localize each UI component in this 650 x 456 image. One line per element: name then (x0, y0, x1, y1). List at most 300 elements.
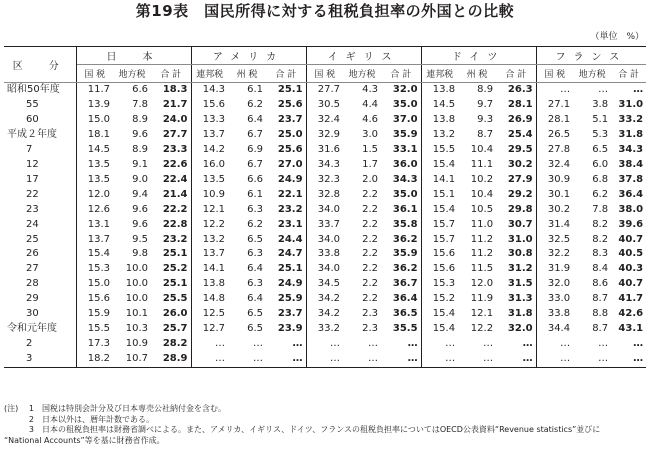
total-cell: 22.4 (151, 173, 191, 188)
value-cell: 27.1 (547, 98, 571, 110)
total-cell: 35.0 (381, 98, 421, 113)
table-title: 第19表 国民所得に対する租税負担率の外国との比較 (135, 2, 515, 20)
row-label: 23 (4, 203, 76, 218)
total-cell: 25.1 (266, 83, 306, 98)
value-cell: 32.3 (317, 173, 341, 185)
value-cell: 14.8 (202, 293, 226, 305)
value-cell: 2.2 (362, 233, 379, 245)
value-cell: … (445, 338, 456, 350)
value-cell: 13.5 (202, 173, 226, 185)
total-cell: 23.1 (266, 218, 306, 233)
value-cell: 10.0 (125, 293, 148, 305)
value-cell: 6.2 (247, 98, 264, 110)
total-cell: 26.0 (151, 307, 191, 322)
total-cell: 27.7 (151, 128, 191, 143)
column-header: 合 計 (266, 65, 306, 83)
value-cell: 15.6 (87, 293, 110, 305)
value-cell: 13.8 (432, 84, 456, 95)
value-cell: 28.1 (547, 113, 571, 125)
value-cell: 6.2 (247, 218, 264, 230)
value-cell: 6.5 (592, 143, 609, 155)
value-cell: 10.4 (470, 188, 494, 200)
row-label: 25 (4, 233, 76, 248)
total-cell: 40.7 (618, 278, 644, 290)
value-cell: … (330, 338, 341, 350)
value-cell: 10.4 (470, 143, 494, 155)
total-cell: 28.1 (496, 98, 536, 113)
total-cell: 36.2 (381, 233, 421, 248)
total-cell: 36.1 (381, 203, 421, 218)
note-text: 国税は特別会計分及び日本専売公社納付金を含む。 (42, 404, 226, 413)
column-header: 国 税 (306, 65, 343, 83)
value-cell: 11.2 (470, 248, 494, 260)
total-cell: 35.9 (381, 128, 421, 143)
total-cell: 26.9 (496, 113, 536, 128)
value-cell: … (560, 338, 571, 350)
note-text: 日本の租税負担率は財務省調べによる。また、アメリカ、イギリス、ドイツ、フランスの租税負担率についてはOECD公表資料“Revenue statistics”並びに (42, 425, 601, 434)
value-cell: 14.1 (432, 173, 456, 185)
value-cell: 10.3 (125, 323, 148, 335)
total-cell: 23.2 (151, 233, 191, 248)
value-cell: 31.6 (317, 143, 341, 155)
value-cell: 8.2 (592, 218, 609, 230)
total-cell: 35.9 (381, 247, 421, 262)
total-cell: 40.5 (618, 248, 644, 260)
value-cell: 5.3 (592, 128, 609, 140)
value-cell: 18.1 (87, 128, 110, 140)
value-cell: 12.2 (202, 218, 226, 230)
table-body (4, 83, 646, 368)
table-row (4, 277, 646, 292)
value-cell: 12.0 (87, 188, 110, 200)
value-cell: 32.2 (547, 248, 571, 260)
total-cell: 21.4 (151, 188, 191, 203)
value-cell: 9.5 (132, 233, 148, 245)
value-cell: 34.4 (547, 323, 571, 335)
value-cell: … (573, 352, 611, 367)
value-cell: 6.1 (247, 84, 264, 95)
notes-mark: (注) (4, 404, 19, 413)
row-label: 26 (4, 247, 76, 262)
value-cell: 15.4 (432, 308, 456, 320)
value-cell: 9.8 (132, 248, 148, 260)
value-cell: … (598, 84, 609, 95)
total-cell: 31.0 (496, 233, 536, 248)
value-cell: 14.5 (432, 98, 456, 110)
value-cell: 15.4 (432, 203, 456, 215)
value-cell: 18.2 (76, 352, 113, 367)
note-number: 1 (28, 404, 34, 413)
value-cell: 13.5 (87, 173, 110, 185)
country-header: ドイツ (421, 47, 536, 65)
total-cell: 31.5 (496, 277, 536, 292)
total-cell: 38.4 (618, 158, 644, 170)
total-cell: 40.3 (618, 263, 644, 275)
value-cell: 8.9 (477, 84, 494, 95)
country-header: フランス (536, 47, 646, 65)
country-header: アメリカ (191, 47, 306, 65)
value-cell: 6.8 (592, 173, 609, 185)
note-number: 2 (28, 414, 34, 424)
value-cell: 13.2 (202, 233, 226, 245)
total-cell: 32.0 (496, 322, 536, 337)
value-cell: 2.0 (362, 173, 379, 185)
value-cell: 13.9 (87, 98, 110, 110)
total-cell: 18.3 (151, 83, 191, 98)
total-cell: 22.8 (151, 218, 191, 233)
total-cell: 36.4 (381, 292, 421, 307)
value-cell: 2.2 (362, 293, 379, 305)
value-cell: 6.6 (247, 173, 264, 185)
value-cell: 15.4 (87, 248, 110, 260)
value-cell: 6.5 (247, 323, 264, 335)
table-row (4, 158, 646, 173)
value-cell: 6.4 (247, 293, 264, 305)
total-cell: 29.8 (496, 203, 536, 218)
value-cell: 13.7 (202, 248, 226, 260)
value-cell: 4.4 (362, 98, 379, 110)
value-cell: 26.5 (547, 128, 571, 140)
total-cell: 28.9 (151, 352, 191, 367)
row-label: 30 (4, 307, 76, 322)
value-cell: 17.3 (87, 338, 110, 350)
value-cell: … (483, 338, 494, 350)
total-cell: 40.7 (618, 233, 644, 245)
table-row (4, 322, 646, 337)
total-cell: 24.4 (266, 233, 306, 248)
value-cell: 31.9 (547, 263, 571, 275)
note-line (4, 404, 648, 415)
value-cell: 10.9 (202, 188, 226, 200)
total-cell: 24.0 (151, 113, 191, 128)
row-label: 12 (4, 158, 76, 173)
total-cell: 33.2 (618, 113, 644, 125)
total-cell: 25.6 (266, 143, 306, 158)
tax-burden-table (4, 46, 646, 368)
total-cell: 37.0 (381, 113, 421, 128)
table-row (4, 188, 646, 203)
row-label: 22 (4, 188, 76, 203)
value-cell: 10.2 (470, 173, 494, 185)
table-row (4, 307, 646, 322)
column-header: 連邦税 (421, 65, 458, 83)
column-header: 合 計 (151, 65, 191, 83)
value-cell: … (253, 338, 264, 350)
total-cell: 34.3 (381, 173, 421, 188)
total-cell: 25.7 (151, 322, 191, 337)
total-cell: 42.6 (618, 308, 644, 320)
value-cell: 12.6 (87, 203, 110, 215)
total-cell: 27.9 (496, 173, 536, 188)
table-row (4, 337, 646, 352)
value-cell: … (458, 352, 496, 367)
value-cell: 6.6 (132, 84, 148, 95)
total-cell: 24.7 (266, 247, 306, 262)
total-cell: 34.3 (618, 143, 644, 155)
value-cell: 9.7 (477, 98, 494, 110)
total-cell: 39.6 (618, 218, 644, 230)
note-line (4, 415, 648, 426)
table-row (4, 143, 646, 158)
total-cell: 25.1 (266, 262, 306, 277)
row-label: 27 (4, 262, 76, 277)
total-cell: 22.6 (151, 158, 191, 173)
value-cell: 32.5 (547, 233, 571, 245)
value-cell: … (560, 84, 571, 95)
table-row (4, 218, 646, 233)
value-cell: 30.2 (547, 203, 571, 215)
total-cell: 29.2 (496, 188, 536, 203)
value-cell: 34.0 (317, 203, 341, 215)
table-row (4, 113, 646, 128)
value-cell: 10.5 (470, 203, 494, 215)
row-label: 55 (4, 98, 76, 113)
total-cell: 25.9 (266, 292, 306, 307)
row-label: 29 (4, 292, 76, 307)
column-header: 国 税 (536, 65, 573, 83)
value-cell: 9.6 (132, 218, 148, 230)
value-cell: 10.0 (125, 263, 148, 275)
column-header: 連邦税 (191, 65, 228, 83)
value-cell: 6.0 (592, 158, 609, 170)
total-cell: … (266, 352, 306, 367)
note-line (4, 425, 648, 436)
value-cell: 15.7 (432, 218, 456, 230)
total-cell: … (381, 337, 421, 352)
total-cell: 30.2 (496, 158, 536, 173)
value-cell: … (598, 338, 609, 350)
row-label: 3 (4, 352, 76, 367)
value-cell: 12.2 (470, 323, 494, 335)
value-cell: 15.6 (432, 263, 456, 275)
total-cell: 30.7 (496, 218, 536, 233)
stub-header: 区 分 (4, 47, 76, 83)
row-label: 平成２年度 (4, 128, 76, 143)
total-cell: 41.7 (618, 293, 644, 305)
table-row (4, 262, 646, 277)
table-row (4, 98, 646, 113)
total-cell: … (381, 352, 421, 367)
value-cell: 6.5 (247, 233, 264, 245)
value-cell: 34.2 (317, 293, 341, 305)
value-cell: 10.1 (125, 308, 148, 320)
table-row (4, 292, 646, 307)
value-cell: 7.8 (592, 203, 609, 215)
value-cell: 11.5 (470, 263, 494, 275)
value-cell: 33.7 (317, 218, 341, 230)
subheader-row (4, 65, 646, 83)
total-cell: 29.5 (496, 143, 536, 158)
table-row (4, 247, 646, 262)
value-cell: 11.1 (470, 158, 494, 170)
value-cell: 15.4 (432, 158, 456, 170)
value-cell: 15.5 (432, 143, 456, 155)
value-cell: 6.1 (247, 188, 264, 200)
total-cell: 35.8 (381, 218, 421, 233)
value-cell: 6.7 (247, 128, 264, 140)
total-cell: … (633, 84, 644, 95)
value-cell: 15.9 (87, 308, 110, 320)
value-cell: 13.8 (432, 113, 456, 125)
value-cell: 33.8 (547, 308, 571, 320)
value-cell: 2.2 (362, 218, 379, 230)
value-cell: 10.9 (125, 338, 148, 350)
column-header: 州 税 (228, 65, 266, 83)
value-cell: 31.4 (547, 218, 571, 230)
value-cell: 2.3 (362, 308, 379, 320)
total-cell: 23.9 (266, 322, 306, 337)
value-cell: 12.1 (470, 308, 494, 320)
value-cell: 33.2 (317, 323, 341, 335)
value-cell: 6.4 (247, 113, 264, 125)
value-cell: 9.3 (477, 113, 494, 125)
total-cell: 23.2 (266, 203, 306, 218)
value-cell: 30.9 (547, 173, 571, 185)
total-cell: 35.5 (381, 322, 421, 337)
total-cell: 25.6 (266, 98, 306, 113)
value-cell: 32.0 (547, 278, 571, 290)
value-cell: 13.8 (202, 278, 226, 290)
row-label: 60 (4, 113, 76, 128)
total-cell: 23.7 (266, 113, 306, 128)
value-cell: 13.5 (87, 158, 110, 170)
total-cell: 25.4 (496, 128, 536, 143)
total-cell: 31.0 (618, 98, 644, 110)
value-cell: 8.7 (592, 323, 609, 335)
value-cell: 27.8 (547, 143, 571, 155)
value-cell: 6.5 (247, 308, 264, 320)
row-label: 昭和50年度 (4, 83, 76, 98)
value-cell: 15.5 (87, 323, 110, 335)
value-cell: 3.0 (362, 128, 379, 140)
value-cell: 12.7 (202, 323, 226, 335)
value-cell: … (228, 352, 266, 367)
country-header: イギリス (306, 47, 421, 65)
value-cell: 4.3 (362, 84, 379, 95)
value-cell: 8.2 (592, 233, 609, 245)
value-cell: 9.6 (132, 128, 148, 140)
value-cell: 11.2 (470, 233, 494, 245)
total-cell: 33.1 (381, 143, 421, 158)
value-cell: 6.2 (592, 188, 609, 200)
value-cell: 9.4 (132, 188, 148, 200)
value-cell: 34.2 (317, 308, 341, 320)
value-cell: 6.4 (247, 263, 264, 275)
value-cell: 13.7 (87, 233, 110, 245)
value-cell: 2.2 (362, 248, 379, 260)
notes-block (4, 404, 648, 446)
value-cell: 8.4 (592, 263, 609, 275)
row-label: 令和元年度 (4, 322, 76, 337)
total-cell: … (611, 352, 646, 367)
value-cell: 11.7 (87, 84, 110, 95)
value-cell: 13.1 (87, 218, 110, 230)
note-number: 3 (28, 425, 34, 434)
value-cell: 11.0 (470, 218, 494, 230)
value-cell: 8.9 (132, 143, 148, 155)
value-cell: 3.8 (592, 98, 609, 110)
value-cell: 8.9 (132, 113, 148, 125)
row-label: 28 (4, 277, 76, 292)
value-cell: 5.1 (592, 113, 609, 125)
total-cell: 30.8 (496, 247, 536, 262)
value-cell: 33.0 (547, 293, 571, 305)
value-cell: … (536, 352, 573, 367)
value-cell: 15.0 (87, 113, 110, 125)
total-cell: 25.1 (151, 247, 191, 262)
value-cell: 15.6 (432, 248, 456, 260)
column-header: 地方税 (343, 65, 381, 83)
total-cell: 24.9 (266, 173, 306, 188)
value-cell: 2.2 (362, 188, 379, 200)
total-cell: 24.9 (266, 277, 306, 292)
table-row (4, 352, 646, 367)
value-cell: 12.5 (202, 308, 226, 320)
value-cell: … (306, 352, 343, 367)
value-cell: 2.2 (362, 203, 379, 215)
value-cell: … (343, 352, 381, 367)
value-cell: 15.7 (432, 233, 456, 245)
value-cell: 6.3 (247, 278, 264, 290)
value-cell: 9.0 (132, 173, 148, 185)
total-cell: 36.0 (381, 158, 421, 173)
table-row (4, 83, 646, 98)
value-cell: 34.0 (317, 263, 341, 275)
value-cell: 1.5 (362, 143, 379, 155)
row-label: 7 (4, 143, 76, 158)
column-header: 合 計 (381, 65, 421, 83)
value-cell: 2.3 (362, 323, 379, 335)
value-cell: … (215, 338, 226, 350)
value-cell: 8.7 (477, 128, 494, 140)
value-cell: 15.0 (87, 278, 110, 290)
value-cell: 34.3 (317, 158, 341, 170)
total-cell: 31.8 (496, 307, 536, 322)
total-cell: 26.3 (496, 83, 536, 98)
column-header: 地方税 (573, 65, 611, 83)
total-cell: 22.2 (151, 203, 191, 218)
value-cell: 33.8 (317, 248, 341, 260)
value-cell: 13.3 (202, 113, 226, 125)
total-cell: 36.5 (381, 307, 421, 322)
value-cell: 8.8 (592, 308, 609, 320)
total-cell: 32.0 (381, 83, 421, 98)
value-cell: 32.4 (547, 158, 571, 170)
value-cell: 10.7 (113, 352, 151, 367)
note-text: 日本以外は、暦年計数である。 (42, 414, 154, 424)
value-cell: 34.5 (317, 278, 341, 290)
column-header: 州 税 (458, 65, 496, 83)
value-cell: … (191, 352, 228, 367)
table-row (4, 173, 646, 188)
total-cell: 35.0 (381, 188, 421, 203)
total-cell: 31.3 (496, 292, 536, 307)
total-cell: 31.2 (496, 262, 536, 277)
value-cell: 34.0 (317, 233, 341, 245)
value-cell: … (421, 352, 458, 367)
total-cell: … (496, 352, 536, 367)
value-cell: 30.1 (547, 188, 571, 200)
value-cell: 12.1 (202, 203, 226, 215)
value-cell: 14.5 (87, 143, 110, 155)
total-cell: … (496, 337, 536, 352)
value-cell: 8.3 (592, 248, 609, 260)
total-cell: 25.0 (266, 128, 306, 143)
table-row (4, 128, 646, 143)
row-label: 24 (4, 218, 76, 233)
total-cell: … (633, 338, 644, 350)
column-header: 合 計 (496, 65, 536, 83)
